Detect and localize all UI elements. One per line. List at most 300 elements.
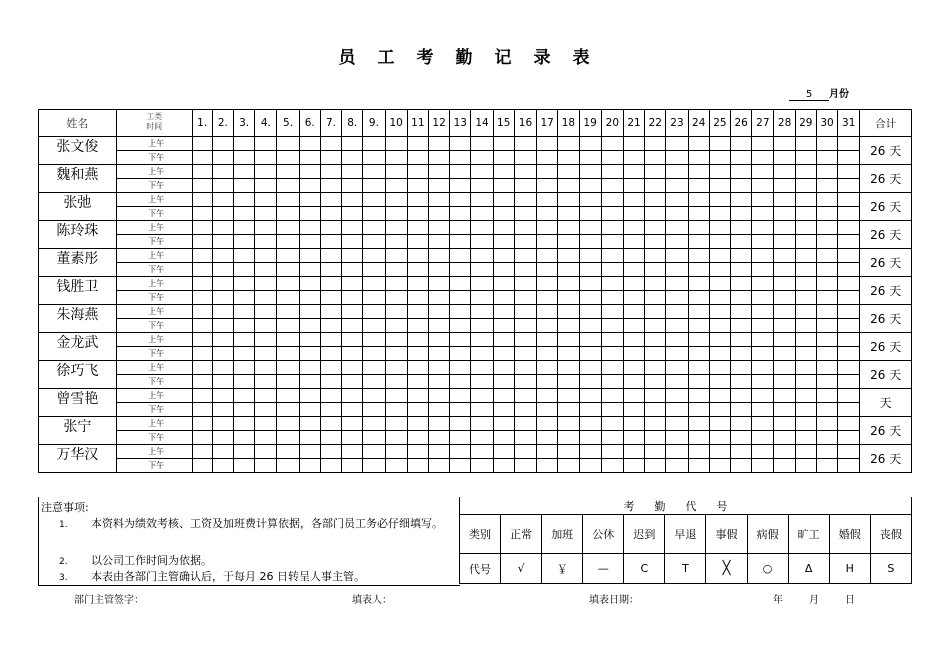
attendance-cell[interactable] [838,137,860,151]
attendance-cell[interactable] [385,179,407,193]
attendance-cell[interactable] [385,445,407,459]
attendance-cell[interactable] [363,319,385,333]
attendance-cell[interactable] [428,277,449,291]
attendance-cell[interactable] [450,235,471,249]
attendance-cell[interactable] [363,137,385,151]
attendance-cell[interactable] [277,375,299,389]
attendance-cell[interactable] [514,445,536,459]
attendance-cell[interactable] [407,193,428,207]
attendance-cell[interactable] [666,431,688,445]
attendance-cell[interactable] [299,207,320,221]
attendance-cell[interactable] [774,417,795,431]
attendance-cell[interactable] [212,137,233,151]
attendance-cell[interactable] [385,151,407,165]
attendance-cell[interactable] [731,221,752,235]
attendance-cell[interactable] [795,431,816,445]
attendance-cell[interactable] [838,319,860,333]
attendance-cell[interactable] [795,137,816,151]
attendance-cell[interactable] [645,361,666,375]
attendance-cell[interactable] [558,305,579,319]
attendance-cell[interactable] [709,235,730,249]
attendance-cell[interactable] [795,305,816,319]
attendance-cell[interactable] [601,263,623,277]
attendance-cell[interactable] [601,291,623,305]
attendance-cell[interactable] [795,347,816,361]
attendance-cell[interactable] [493,305,514,319]
attendance-cell[interactable] [752,221,774,235]
attendance-cell[interactable] [363,249,385,263]
attendance-cell[interactable] [342,403,363,417]
attendance-cell[interactable] [579,221,601,235]
attendance-cell[interactable] [688,137,709,151]
attendance-cell[interactable] [277,249,299,263]
attendance-cell[interactable] [385,347,407,361]
attendance-cell[interactable] [192,263,212,277]
attendance-cell[interactable] [450,417,471,431]
attendance-cell[interactable] [688,361,709,375]
attendance-cell[interactable] [752,207,774,221]
attendance-cell[interactable] [493,193,514,207]
attendance-cell[interactable] [212,179,233,193]
attendance-cell[interactable] [774,459,795,473]
attendance-cell[interactable] [816,319,837,333]
attendance-cell[interactable] [623,207,644,221]
attendance-cell[interactable] [385,165,407,179]
attendance-cell[interactable] [255,347,277,361]
attendance-cell[interactable] [688,417,709,431]
attendance-cell[interactable] [450,375,471,389]
attendance-cell[interactable] [234,403,255,417]
attendance-cell[interactable] [601,459,623,473]
attendance-cell[interactable] [623,235,644,249]
attendance-cell[interactable] [277,165,299,179]
attendance-cell[interactable] [688,347,709,361]
attendance-cell[interactable] [234,431,255,445]
attendance-cell[interactable] [752,179,774,193]
attendance-cell[interactable] [450,221,471,235]
attendance-cell[interactable] [558,417,579,431]
attendance-cell[interactable] [558,193,579,207]
attendance-cell[interactable] [342,319,363,333]
attendance-cell[interactable] [601,347,623,361]
attendance-cell[interactable] [212,221,233,235]
attendance-cell[interactable] [299,221,320,235]
attendance-cell[interactable] [192,445,212,459]
attendance-cell[interactable] [731,137,752,151]
attendance-cell[interactable] [299,277,320,291]
attendance-cell[interactable] [255,333,277,347]
attendance-cell[interactable] [255,151,277,165]
attendance-cell[interactable] [623,249,644,263]
attendance-cell[interactable] [838,347,860,361]
attendance-cell[interactable] [255,179,277,193]
attendance-cell[interactable] [709,431,730,445]
attendance-cell[interactable] [731,305,752,319]
attendance-cell[interactable] [493,347,514,361]
attendance-cell[interactable] [450,319,471,333]
attendance-cell[interactable] [645,445,666,459]
attendance-cell[interactable] [428,179,449,193]
attendance-cell[interactable] [299,361,320,375]
attendance-cell[interactable] [471,165,493,179]
attendance-cell[interactable] [277,193,299,207]
attendance-cell[interactable] [234,137,255,151]
attendance-cell[interactable] [795,459,816,473]
attendance-cell[interactable] [774,361,795,375]
attendance-cell[interactable] [493,277,514,291]
attendance-cell[interactable] [277,277,299,291]
attendance-cell[interactable] [450,249,471,263]
attendance-cell[interactable] [731,445,752,459]
attendance-cell[interactable] [666,347,688,361]
attendance-cell[interactable] [299,319,320,333]
attendance-cell[interactable] [816,207,837,221]
attendance-cell[interactable] [666,291,688,305]
attendance-cell[interactable] [838,263,860,277]
attendance-cell[interactable] [537,137,558,151]
attendance-cell[interactable] [816,137,837,151]
attendance-cell[interactable] [666,319,688,333]
attendance-cell[interactable] [212,417,233,431]
attendance-cell[interactable] [342,291,363,305]
attendance-cell[interactable] [645,151,666,165]
attendance-cell[interactable] [493,333,514,347]
attendance-cell[interactable] [688,221,709,235]
attendance-cell[interactable] [471,319,493,333]
attendance-cell[interactable] [579,389,601,403]
attendance-cell[interactable] [579,179,601,193]
attendance-cell[interactable] [277,207,299,221]
attendance-cell[interactable] [795,277,816,291]
attendance-cell[interactable] [407,431,428,445]
attendance-cell[interactable] [623,389,644,403]
attendance-cell[interactable] [579,431,601,445]
attendance-cell[interactable] [795,417,816,431]
attendance-cell[interactable] [493,375,514,389]
attendance-cell[interactable] [537,361,558,375]
attendance-cell[interactable] [428,375,449,389]
attendance-cell[interactable] [428,403,449,417]
attendance-cell[interactable] [212,291,233,305]
attendance-cell[interactable] [320,137,341,151]
attendance-cell[interactable] [838,361,860,375]
attendance-cell[interactable] [688,403,709,417]
attendance-cell[interactable] [601,179,623,193]
attendance-cell[interactable] [493,361,514,375]
attendance-cell[interactable] [537,151,558,165]
attendance-cell[interactable] [320,403,341,417]
attendance-cell[interactable] [816,179,837,193]
attendance-cell[interactable] [838,291,860,305]
attendance-cell[interactable] [212,235,233,249]
attendance-cell[interactable] [212,361,233,375]
attendance-cell[interactable] [709,249,730,263]
attendance-cell[interactable] [731,333,752,347]
attendance-cell[interactable] [192,165,212,179]
attendance-cell[interactable] [774,319,795,333]
attendance-cell[interactable] [623,333,644,347]
attendance-cell[interactable] [537,193,558,207]
attendance-cell[interactable] [320,207,341,221]
attendance-cell[interactable] [709,165,730,179]
attendance-cell[interactable] [255,305,277,319]
attendance-cell[interactable] [385,305,407,319]
attendance-cell[interactable] [342,375,363,389]
attendance-cell[interactable] [601,445,623,459]
attendance-cell[interactable] [601,319,623,333]
attendance-cell[interactable] [816,389,837,403]
attendance-cell[interactable] [709,193,730,207]
attendance-cell[interactable] [558,389,579,403]
attendance-cell[interactable] [795,249,816,263]
attendance-cell[interactable] [752,389,774,403]
attendance-cell[interactable] [407,305,428,319]
attendance-cell[interactable] [342,165,363,179]
attendance-cell[interactable] [816,193,837,207]
attendance-cell[interactable] [752,431,774,445]
attendance-cell[interactable] [688,431,709,445]
attendance-cell[interactable] [666,193,688,207]
attendance-cell[interactable] [795,221,816,235]
attendance-cell[interactable] [450,151,471,165]
attendance-cell[interactable] [428,291,449,305]
attendance-cell[interactable] [816,431,837,445]
attendance-cell[interactable] [212,333,233,347]
attendance-cell[interactable] [579,207,601,221]
attendance-cell[interactable] [450,459,471,473]
attendance-cell[interactable] [471,361,493,375]
attendance-cell[interactable] [407,417,428,431]
attendance-cell[interactable] [299,431,320,445]
attendance-cell[interactable] [795,333,816,347]
attendance-cell[interactable] [731,431,752,445]
attendance-cell[interactable] [192,277,212,291]
attendance-cell[interactable] [688,333,709,347]
attendance-cell[interactable] [471,193,493,207]
attendance-cell[interactable] [601,165,623,179]
attendance-cell[interactable] [774,305,795,319]
attendance-cell[interactable] [493,165,514,179]
attendance-cell[interactable] [623,375,644,389]
attendance-cell[interactable] [255,431,277,445]
attendance-cell[interactable] [514,431,536,445]
attendance-cell[interactable] [645,431,666,445]
attendance-cell[interactable] [601,361,623,375]
attendance-cell[interactable] [234,375,255,389]
attendance-cell[interactable] [493,459,514,473]
attendance-cell[interactable] [493,221,514,235]
attendance-cell[interactable] [234,389,255,403]
attendance-cell[interactable] [537,431,558,445]
attendance-cell[interactable] [342,277,363,291]
attendance-cell[interactable] [407,249,428,263]
attendance-cell[interactable] [320,305,341,319]
attendance-cell[interactable] [428,389,449,403]
attendance-cell[interactable] [514,165,536,179]
attendance-cell[interactable] [320,151,341,165]
attendance-cell[interactable] [709,277,730,291]
attendance-cell[interactable] [363,193,385,207]
attendance-cell[interactable] [320,319,341,333]
attendance-cell[interactable] [212,263,233,277]
attendance-cell[interactable] [666,249,688,263]
attendance-cell[interactable] [816,361,837,375]
attendance-cell[interactable] [299,403,320,417]
attendance-cell[interactable] [212,165,233,179]
attendance-cell[interactable] [342,193,363,207]
attendance-cell[interactable] [514,277,536,291]
attendance-cell[interactable] [192,137,212,151]
attendance-cell[interactable] [342,137,363,151]
attendance-cell[interactable] [601,375,623,389]
attendance-cell[interactable] [471,459,493,473]
attendance-cell[interactable] [212,403,233,417]
attendance-cell[interactable] [428,431,449,445]
attendance-cell[interactable] [537,277,558,291]
attendance-cell[interactable] [471,445,493,459]
attendance-cell[interactable] [363,333,385,347]
attendance-cell[interactable] [666,151,688,165]
attendance-cell[interactable] [192,375,212,389]
attendance-cell[interactable] [816,165,837,179]
attendance-cell[interactable] [234,319,255,333]
attendance-cell[interactable] [623,361,644,375]
attendance-cell[interactable] [299,291,320,305]
attendance-cell[interactable] [212,277,233,291]
attendance-cell[interactable] [514,193,536,207]
attendance-cell[interactable] [752,459,774,473]
attendance-cell[interactable] [277,431,299,445]
attendance-cell[interactable] [623,165,644,179]
attendance-cell[interactable] [385,403,407,417]
attendance-cell[interactable] [731,151,752,165]
attendance-cell[interactable] [688,165,709,179]
attendance-cell[interactable] [537,445,558,459]
attendance-cell[interactable] [320,431,341,445]
attendance-cell[interactable] [493,235,514,249]
attendance-cell[interactable] [514,403,536,417]
attendance-cell[interactable] [601,235,623,249]
attendance-cell[interactable] [709,333,730,347]
attendance-cell[interactable] [255,165,277,179]
attendance-cell[interactable] [320,235,341,249]
attendance-cell[interactable] [623,291,644,305]
attendance-cell[interactable] [277,235,299,249]
attendance-cell[interactable] [645,277,666,291]
attendance-cell[interactable] [192,207,212,221]
attendance-cell[interactable] [192,403,212,417]
attendance-cell[interactable] [212,431,233,445]
attendance-cell[interactable] [234,263,255,277]
attendance-cell[interactable] [537,389,558,403]
attendance-cell[interactable] [234,305,255,319]
attendance-cell[interactable] [299,459,320,473]
attendance-cell[interactable] [537,235,558,249]
attendance-cell[interactable] [601,193,623,207]
attendance-cell[interactable] [838,235,860,249]
attendance-cell[interactable] [752,375,774,389]
attendance-cell[interactable] [234,291,255,305]
attendance-cell[interactable] [731,417,752,431]
attendance-cell[interactable] [234,193,255,207]
attendance-cell[interactable] [709,305,730,319]
attendance-cell[interactable] [493,151,514,165]
attendance-cell[interactable] [407,459,428,473]
attendance-cell[interactable] [192,249,212,263]
attendance-cell[interactable] [255,207,277,221]
attendance-cell[interactable] [838,151,860,165]
attendance-cell[interactable] [838,193,860,207]
attendance-cell[interactable] [363,179,385,193]
attendance-cell[interactable] [450,291,471,305]
attendance-cell[interactable] [709,445,730,459]
attendance-cell[interactable] [774,235,795,249]
attendance-cell[interactable] [277,151,299,165]
attendance-cell[interactable] [471,403,493,417]
attendance-cell[interactable] [731,249,752,263]
attendance-cell[interactable] [407,137,428,151]
attendance-cell[interactable] [752,137,774,151]
attendance-cell[interactable] [407,375,428,389]
attendance-cell[interactable] [558,431,579,445]
attendance-cell[interactable] [450,193,471,207]
attendance-cell[interactable] [537,333,558,347]
attendance-cell[interactable] [709,417,730,431]
attendance-cell[interactable] [645,403,666,417]
attendance-cell[interactable] [428,221,449,235]
attendance-cell[interactable] [277,263,299,277]
attendance-cell[interactable] [407,165,428,179]
attendance-cell[interactable] [623,263,644,277]
attendance-cell[interactable] [774,333,795,347]
attendance-cell[interactable] [731,459,752,473]
attendance-cell[interactable] [601,333,623,347]
attendance-cell[interactable] [255,221,277,235]
attendance-cell[interactable] [299,179,320,193]
attendance-cell[interactable] [428,263,449,277]
attendance-cell[interactable] [579,459,601,473]
attendance-cell[interactable] [299,151,320,165]
attendance-cell[interactable] [299,333,320,347]
attendance-cell[interactable] [428,319,449,333]
attendance-cell[interactable] [299,235,320,249]
attendance-cell[interactable] [471,277,493,291]
attendance-cell[interactable] [428,207,449,221]
attendance-cell[interactable] [320,277,341,291]
attendance-cell[interactable] [774,347,795,361]
attendance-cell[interactable] [450,389,471,403]
attendance-cell[interactable] [277,137,299,151]
attendance-cell[interactable] [795,235,816,249]
attendance-cell[interactable] [385,333,407,347]
attendance-cell[interactable] [407,221,428,235]
attendance-cell[interactable] [731,235,752,249]
attendance-cell[interactable] [234,361,255,375]
attendance-cell[interactable] [342,347,363,361]
attendance-cell[interactable] [277,403,299,417]
attendance-cell[interactable] [450,305,471,319]
attendance-cell[interactable] [471,207,493,221]
attendance-cell[interactable] [320,375,341,389]
attendance-cell[interactable] [795,319,816,333]
attendance-cell[interactable] [623,445,644,459]
attendance-cell[interactable] [363,305,385,319]
attendance-cell[interactable] [192,235,212,249]
attendance-cell[interactable] [385,389,407,403]
attendance-cell[interactable] [514,361,536,375]
attendance-cell[interactable] [212,389,233,403]
attendance-cell[interactable] [558,291,579,305]
